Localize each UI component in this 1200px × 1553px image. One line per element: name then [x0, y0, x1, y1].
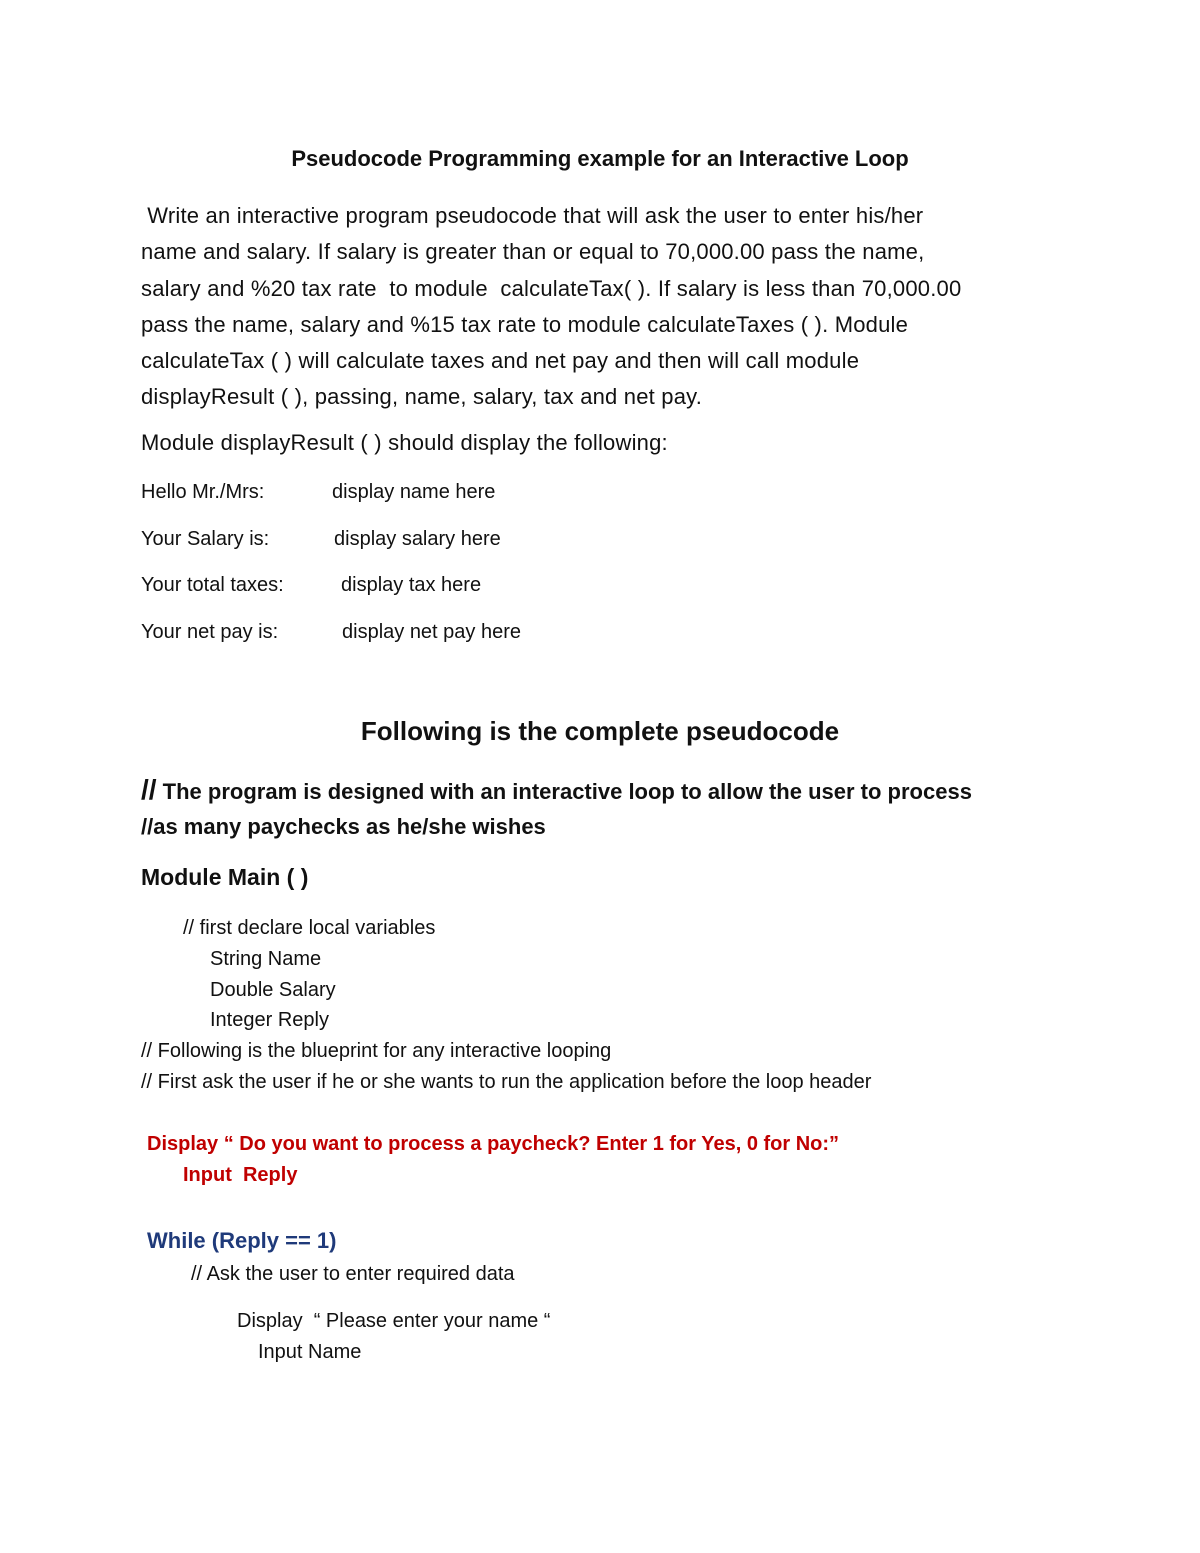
code-var-name: String Name — [210, 948, 322, 970]
display-value-name: display name here — [332, 481, 496, 503]
task-description — [141, 198, 1061, 416]
document-title: Pseudocode Programming example for an Interactive Loop — [291, 146, 909, 171]
code-ask-comment: // First ask the user if he or she wants to run the application before the loop header — [141, 1071, 872, 1093]
code-declare-comment: // first declare local variables — [183, 917, 436, 939]
display-intro: Module displayResult ( ) should display the following: — [141, 430, 668, 455]
module-main-header: Module Main ( ) — [141, 864, 309, 890]
display-value-salary: display salary here — [334, 528, 501, 550]
display-label-name: Hello Mr./Mrs: — [141, 481, 265, 503]
code-ask-data-comment: // Ask the user to enter required data — [191, 1263, 515, 1285]
display-value-netpay: display net pay here — [342, 621, 522, 643]
program-comment-line-2: //as many paychecks as he/she wishes — [141, 814, 546, 839]
program-comment-line-1 — [141, 776, 972, 804]
code-blueprint-comment: // Following is the blueprint for any interactive looping — [141, 1040, 612, 1062]
task-line: Write an interactive program pseudocode that will ask the user to enter his/her — [141, 203, 924, 228]
task-line: salary and %20 tax rate to module calculateTax( ). If salary is less than 70,000.00 — [141, 275, 962, 301]
code-var-reply: Integer Reply — [210, 1009, 329, 1031]
display-label-taxes: Your total taxes: — [141, 574, 284, 596]
task-line: calculateTax ( ) will calculate taxes and net pay and then will call module — [141, 348, 860, 374]
comment-text: The program is designed with an interactive loop to allow the user to process — [156, 779, 972, 804]
code-while-header: While (Reply == 1) — [147, 1228, 337, 1253]
display-label-salary: Your Salary is: — [141, 528, 270, 550]
code-var-salary: Double Salary — [210, 979, 336, 1001]
section-heading: Following is the complete pseudocode — [360, 716, 840, 746]
task-line: name and salary. If salary is greater than or equal to 70,000.00 pass the name, — [141, 239, 925, 265]
task-line: displayResult ( ), passing, name, salary, tax and net pay. — [141, 384, 703, 410]
display-label-netpay: Your net pay is: — [141, 621, 279, 643]
code-display-prompt: Display “ Do you want to process a paycheck? Enter 1 for Yes, 0 for No:” — [147, 1133, 840, 1155]
code-input-name: Input Name — [258, 1341, 362, 1363]
comment-slash: // — [141, 774, 157, 805]
code-display-name: Display “ Please enter your name “ — [237, 1310, 551, 1332]
display-value-taxes: display tax here — [341, 574, 482, 596]
task-line: pass the name, salary and %15 tax rate to module calculateTaxes ( ). Module — [141, 311, 909, 337]
code-input-reply: Input Reply — [183, 1164, 298, 1186]
